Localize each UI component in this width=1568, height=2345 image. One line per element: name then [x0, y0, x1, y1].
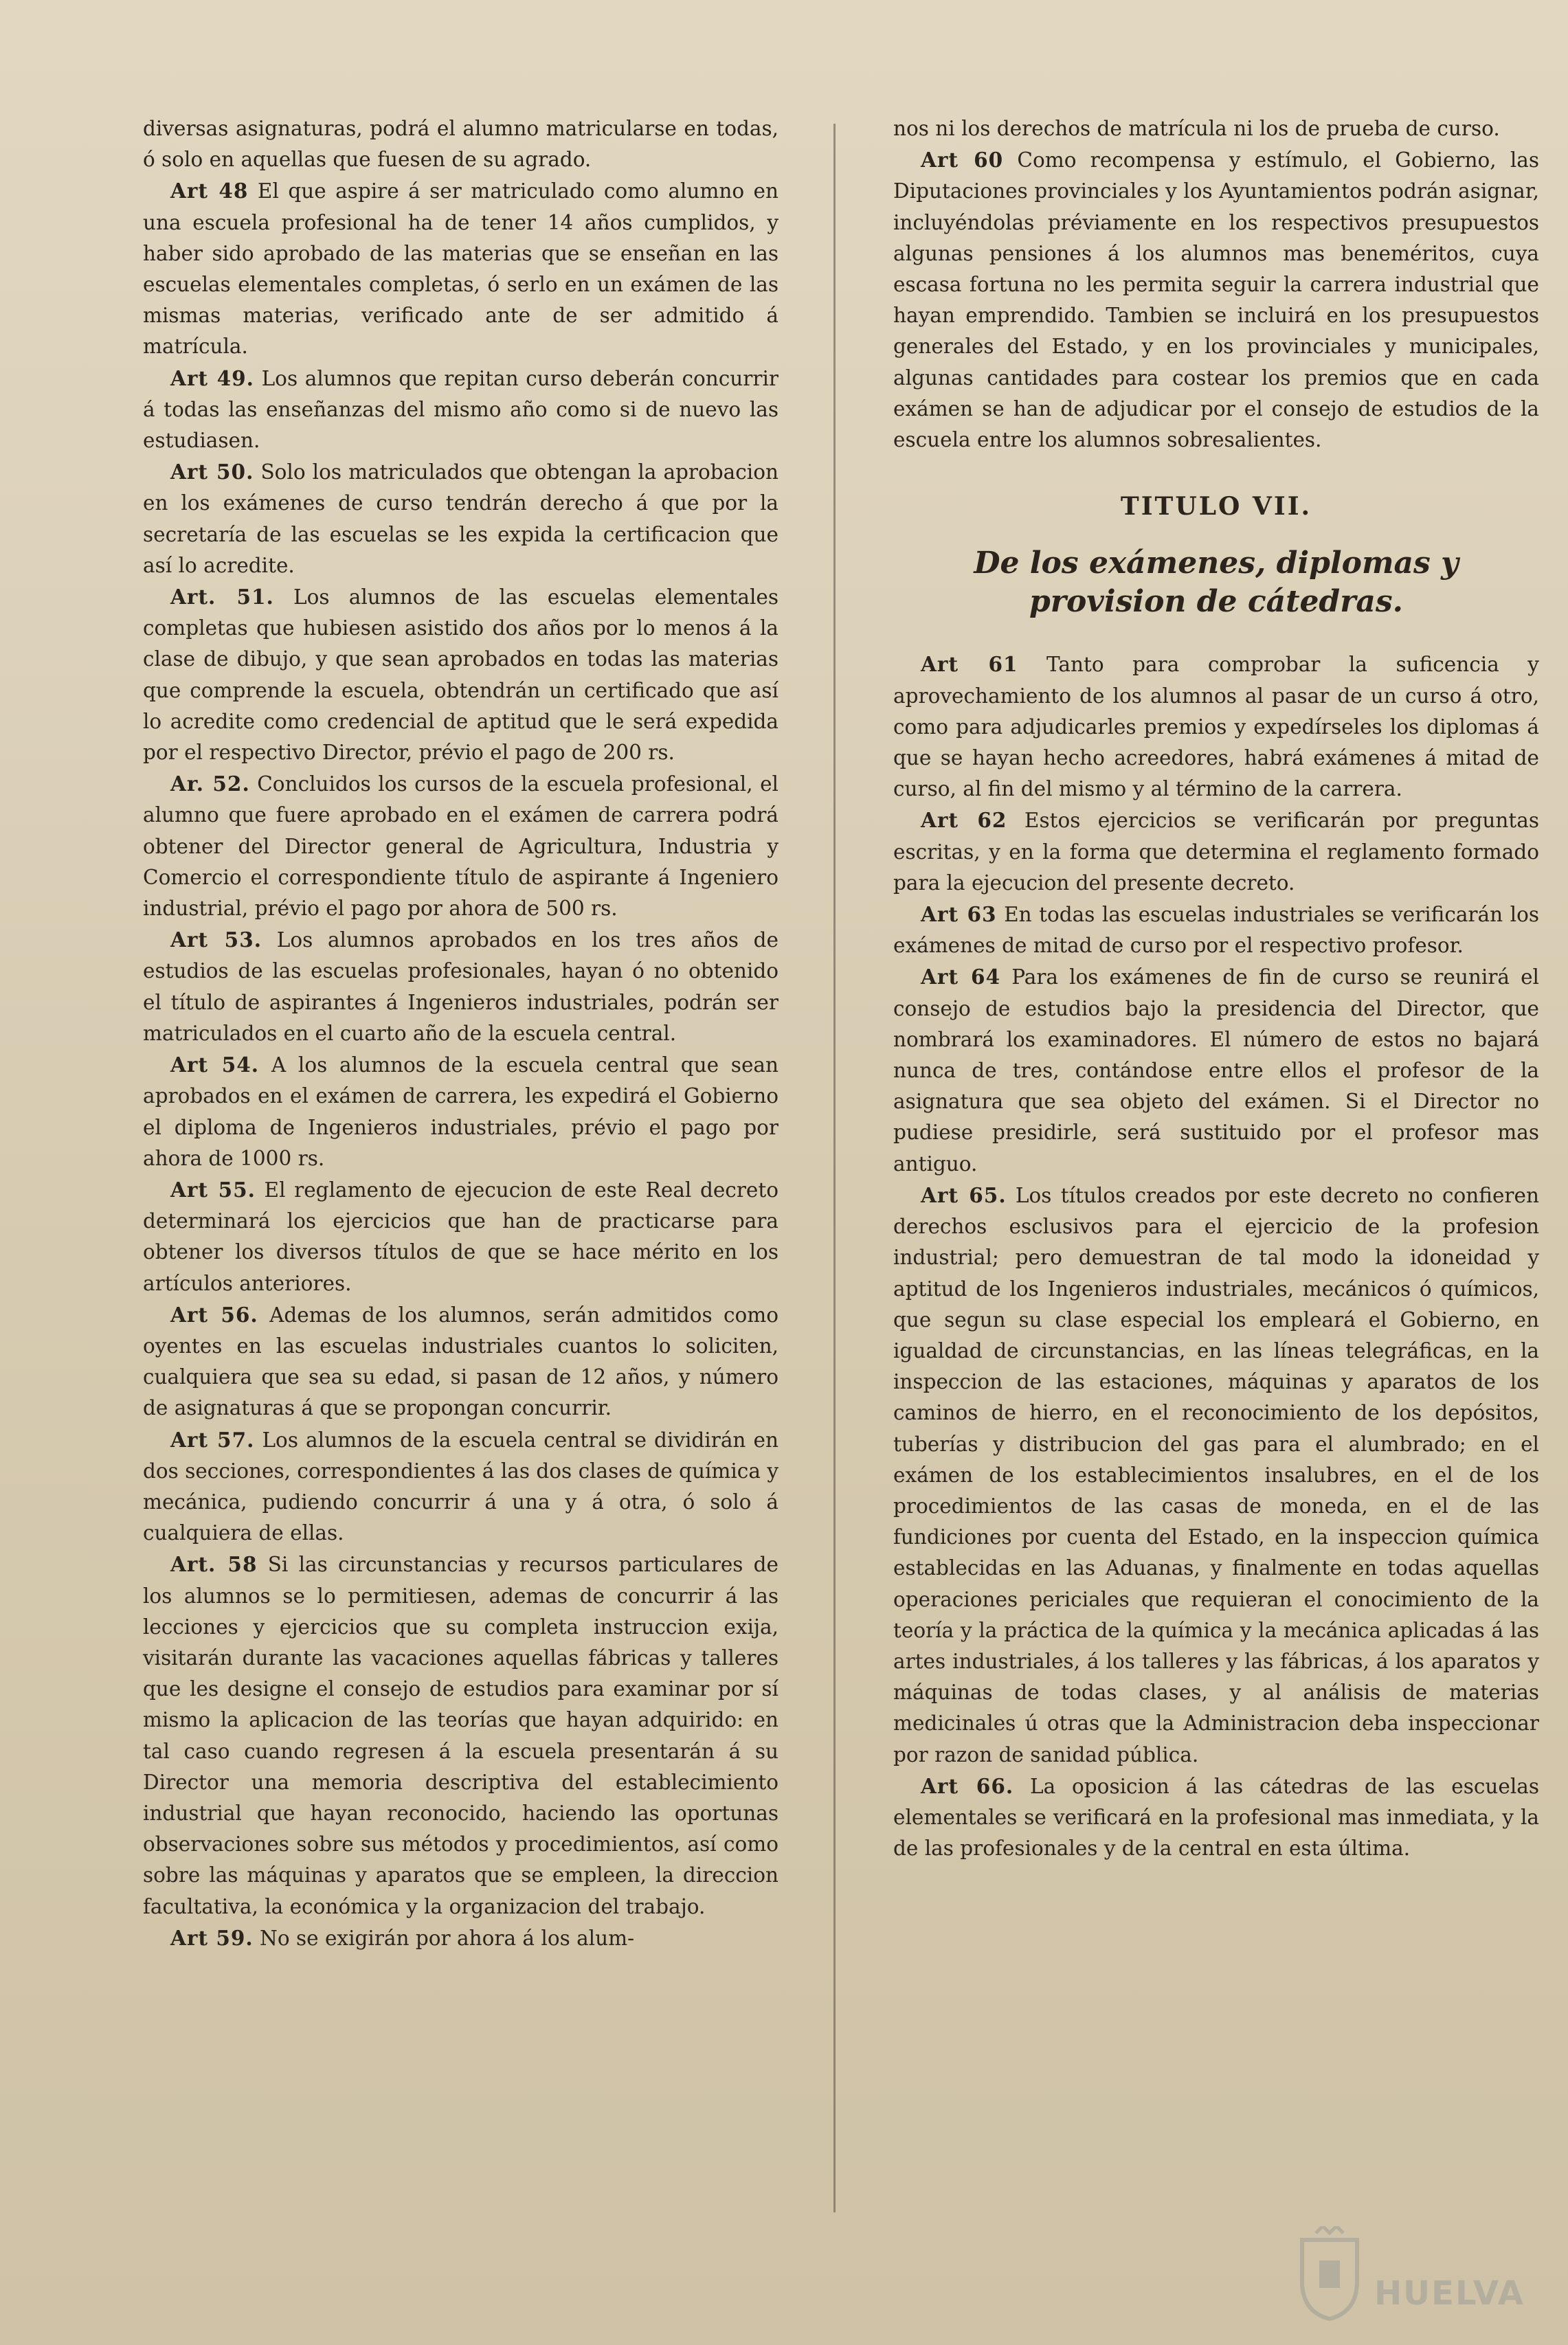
article-66 [893, 1771, 1539, 1865]
article-48 [143, 175, 779, 362]
article-number: Art. 58 [170, 1552, 258, 1577]
article-number: Art 61 [921, 652, 1018, 677]
article-number: Art 66. [921, 1773, 1014, 1798]
article-57 [143, 1424, 779, 1549]
article-56 [143, 1299, 779, 1424]
article-text: En todas las escuelas industriales se verificarán los exámenes de mitad de curso por el respectivo profesor. [893, 903, 1539, 958]
article-text: Concluidos los cursos de la escuela profesional, el alumno que fuere aprobado en el exámen de carrera podrá obtener del Director general de Agricultura, Industria y Comercio el correspondiente título de aspirante á Ingeniero industrial, prévio el pago por ahora de 500 rs. [143, 772, 779, 921]
article-number: Art 56. [170, 1302, 258, 1327]
article-text: Los alumnos de las escuelas elementales completas que hubiesen asistido dos años por lo menos á la clase de dibujo, y que sean aprobados en todas las materias que comprende la escuela, obtendrán un certificado que así lo acredite como credencial de aptitud que le será expedida por el respectivo Director, prévio el pago de 200 rs. [143, 585, 779, 765]
article-text: La oposicion á las cátedras de las escuelas elementales se verificará en la profesional mas inmediata, y la de las profesionales y de la central en esta última. [893, 1774, 1539, 1861]
article-text: diversas asignaturas, podrá el alumno matricularse en todas, ó solo en aquellas que fuesen de su agrado. [143, 117, 779, 172]
article-49 [143, 363, 779, 457]
article-number: Art 64 [921, 965, 1001, 989]
article-number: Art 50. [170, 460, 254, 484]
article-number: Art 49. [170, 366, 254, 390]
article-text: Si las circunstancias y recursos particulares de los alumnos se lo permitiesen, ademas de concurrir á las lecciones y ejercicios que su completa instruccion exija, visitarán durante las vacaciones aquellas fábricas y talleres que les designe el consejo de estudios para examinar por sí mismo la aplicacion de las teorías que hayan adquirido: en tal caso cuando regresen á la escuela presentarán á su Director una memoria descriptiva del establecimiento industrial que hayan reconocido, haciendo las oportunas observaciones sobre sus métodos y procedimientos, así como sobre las máquinas y aparatos que se empleen, la direccion facultativa, la económica y la organizacion del trabajo. [143, 1553, 779, 1918]
left-column [143, 113, 779, 1954]
article-text: Los alumnos que repitan curso deberán concurrir á todas las enseñanzas del mismo año como si de nuevo las estudiasen. [143, 366, 779, 453]
crest-icon [1292, 2226, 1367, 2322]
article-51 [143, 581, 779, 768]
article-text: Estos ejercicios se verificarán por preguntas escritas, y en la forma que determina el reglamento formado para la ejecucion del presente decreto. [893, 809, 1539, 895]
article-number: Art 57. [170, 1427, 255, 1452]
article-52 [143, 768, 779, 924]
article-number: Art 63 [921, 902, 997, 927]
article-text: Para los exámenes de fin de curso se reunirá el consejo de estudios bajo la presidencia del Director, que nombrará los examinadores. El número de estos no bajará nunca de tres, contándose entre ellos el profesor de la asignatura que sea objeto del exámen. Si el Director no pudiese presidirle, será sustituido por el profesor mas antiguo. [893, 965, 1539, 1176]
watermark-text: HUELVA [1374, 2274, 1525, 2313]
article-54 [143, 1049, 779, 1174]
article-text: Como recompensa y estímulo, el Gobierno, las Diputaciones provinciales y los Ayuntamientos podrán asignar, incluyéndolas préviamente en los respectivos presupuestos algunas pensiones á los alumnos mas beneméritos, cuya escasa fortuna no les permita seguir la carrera industrial que hayan emprendido. Tambien se incluirá en los presupuestos generales del Estado, y en los provinciales y municipales, algunas cantidades para costear los premios que en cada exámen se han de adjudicar por el consejo de estudios de la escuela entre los alumnos sobresalientes. [893, 148, 1539, 452]
article-number: Ar. 52. [170, 772, 250, 796]
article-62 [893, 805, 1539, 899]
continuation-paragraph [143, 113, 779, 175]
article-text: nos ni los derechos de matrícula ni los de prueba de curso. [893, 117, 1500, 140]
article-text: El que aspire á ser matriculado como alumno en una escuela profesional ha de tener 14 años cumplidos, y haber sido aprobado de las materias que se enseñan en las escuelas elementales completas, ó serlo en un exámen de las mismas materias, verificado ante de ser admitido á matrícula. [143, 179, 779, 359]
section-subtitle: De los exámenes, diplomas y provision de cátedras. [974, 546, 1459, 620]
article-number: Art 55. [170, 1177, 256, 1202]
article-55 [143, 1174, 779, 1299]
article-number: Art 53. [170, 928, 262, 952]
article-text: No se exigirán por ahora á los alum- [260, 1926, 635, 1950]
article-text: A los alumnos de la escuela central que sean aprobados en el exámen de carrera, les expedirá el Gobierno el diploma de Ingenieros industriales, prévio el pago por ahora de 1000 rs. [143, 1053, 779, 1170]
article-number: Art 62 [921, 808, 1007, 833]
article-text: Ademas de los alumnos, serán admitidos como oyentes en las escuelas industriales cuantos lo soliciten, cualquiera que sea su edad, si pasan de 12 años, y número de asignaturas á que se propongan concurrir. [143, 1303, 779, 1420]
article-text: Solo los matriculados que obtengan la aprobacion en los exámenes de curso tendrán derecho á que por la secretaría de las escuelas se les expida la certificacion que así lo acredite. [143, 460, 779, 577]
article-text: Tanto para comprobar la suficencia y aprovechamiento de los alumnos al pasar de un curso á otro, como para adjudicarles premios y expedírseles los diplomas á que se hayan hecho acreedores, habrá exámenes á mitad de curso, al fin del mismo y al término de la carrera. [893, 653, 1539, 801]
article-61 [893, 649, 1539, 805]
article-text: Los alumnos de la escuela central se dividirán en dos secciones, correspondientes á las dos clases de química y mecánica, pudiendo concurrir á una y á otra, ó solo á cualquiera de ellas. [143, 1428, 779, 1545]
archive-watermark [1292, 2226, 1539, 2329]
article-53 [143, 924, 779, 1049]
article-60 [893, 144, 1539, 456]
article-number: Art 48 [170, 179, 249, 203]
column-divider [833, 124, 836, 2212]
article-64 [893, 961, 1539, 1179]
section-title: TITULO VII. [1120, 492, 1312, 521]
article-58 [143, 1549, 779, 1922]
article-63 [893, 899, 1539, 961]
article-text: Los títulos creados por este decreto no confieren derechos esclusivos para el ejercicio de la profesion industrial; pero demuestran de tal modo la idoneidad y aptitud de los Ingenieros industriales, mecánicos ó químicos, que segun su clase especial los empleará el Gobierno, en igualdad de circunstancias, en las líneas telegráficas, en la inspeccion de las estaciones, máquinas y aparatos de los caminos de hierro, en el reconocimiento de los depósitos, tuberías y distribucion del gas para el alumbrado; en el exámen de los establecimientos insalubres, en el de los procedimientos de las casas de moneda, en el de las fundiciones por cuenta del Estado, en la inspeccion química establecidas en las Aduanas, y finalmente en todas aquellas operaciones periciales que requieran el conocimiento de la teoría y la práctica de la química y la mecánica aplicadas á las artes industriales, á los talleres y las fábricas, á los aparatos y máquinas de todas clases, y al análisis de materias medicinales ú otras que la Administracion deba inspeccionar por razon de sanidad pública. [893, 1183, 1539, 1766]
article-65 [893, 1180, 1539, 1771]
article-text: El reglamento de ejecucion de este Real decreto determinará los ejercicios que han de practicarse para obtener los diversos títulos de que se hace mérito en los artículos anteriores. [143, 1178, 779, 1295]
continuation-paragraph [893, 113, 1539, 144]
article-50 [143, 456, 779, 581]
article-number: Art 65. [921, 1182, 1007, 1207]
article-number: Art 54. [170, 1053, 260, 1077]
article-59 [143, 1922, 779, 1954]
article-text: Los alumnos aprobados en los tres años de estudios de las escuelas profesionales, hayan ó no obtenido el título de aspirantes á Ingenieros industriales, podrán ser matriculados en el cuarto año de la escuela central. [143, 928, 779, 1045]
article-number: Art. 51. [170, 585, 274, 609]
article-number: Art 59. [170, 1925, 254, 1950]
article-number: Art 60 [921, 148, 1004, 172]
right-column [893, 113, 1539, 1864]
